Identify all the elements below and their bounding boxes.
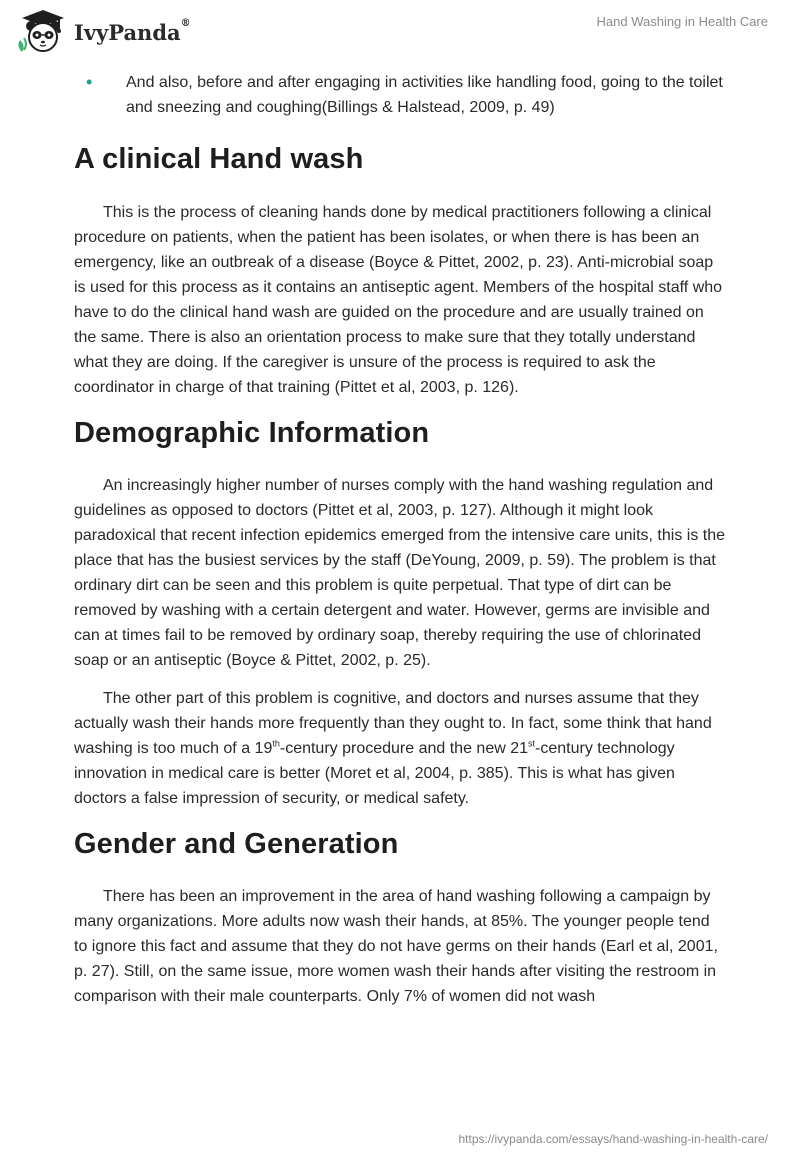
page-header — [0, 0, 800, 64]
brand-name: IvyPanda® — [74, 17, 191, 45]
essay-body — [74, 70, 726, 1009]
document-title: Hand Washing in Health Care — [596, 14, 768, 29]
panda-graduate-icon — [14, 8, 72, 54]
list-item-text: And also, before and after engaging in activities like handling food, going to the toilet and sneezing and coughing(Billings & Halstead, 2009, p. 49) — [126, 74, 723, 116]
bullet-marker: • — [86, 72, 93, 92]
section-heading-clinical-hand-wash: A clinical Hand wash — [74, 143, 364, 175]
ivypanda-logo[interactable] — [14, 8, 191, 54]
paragraph: An increasingly higher number of nurses comply with the hand washing regulation and guidelines as opposed to doctors (Pittet et al, 2003, p. 127). Although it might look paradoxical that recent infection epidemics emerged from the intensive care units, this is the place that has the busiest services by the staff (DeYoung, 2009, p. 59). The problem is that ordinary dirt can be seen and this problem is quite perpetual. That type of dirt can be removed by washing with a certain detergent and water. However, germs are invisible and can at times fail to be removed by ordinary soap, thereby requiring the use of chlorinated soap or an antiseptic (Boyce & Pittet, 2002, p. 25). — [74, 477, 725, 669]
paragraph: There has been an improvement in the area of hand washing following a campaign by many organizations. More adults now wash their hands, at 85%. The younger people tend to ignore this fact and assume that they do not have germs on their hands (Earl et al, 2001, p. 27). Still, on the same issue, more women wash their hands after visiting the restroom in comparison with their male counterparts. Only 7% of women did not wash — [74, 888, 718, 1005]
list-item — [74, 70, 726, 120]
paragraph: This is the process of cleaning hands done by medical practitioners following a clinical procedure on patients, when the patient has been isolates, or when there is has been an emergency, like an outbreak of a disease (Boyce & Pittet, 2002, p. 23). Anti-microbial soap is used for this process as it contains an antiseptic agent. Members of the hospital staff who have to do the clinical hand wash are guided on the procedure and are usually trained on the same. There is also an orientation process to make sure that they totally understand what they are doing. If the caregiver is unsure of the process is required to ask the coordinator in charge of that training (Pittet et al, 2003, p. 126). — [74, 204, 723, 396]
section-heading-gender-and-generation: Gender and Generation — [74, 828, 399, 860]
section-heading-demographic-information: Demographic Information — [74, 417, 430, 449]
paragraph: The other part of this problem is cognitive, and doctors and nurses assume that they actually wash their hands more frequently than they ought to. In fact, some think that hand washing is too much of a 19th-century procedure and the new 21st-century technology innovation in medical care is better (Moret et al, 2004, p. 385). This is what has given doctors a false impression of security, or medical safety. — [74, 690, 712, 807]
source-url[interactable]: https://ivypanda.com/essays/hand-washing-in-health-care/ — [458, 1132, 768, 1146]
